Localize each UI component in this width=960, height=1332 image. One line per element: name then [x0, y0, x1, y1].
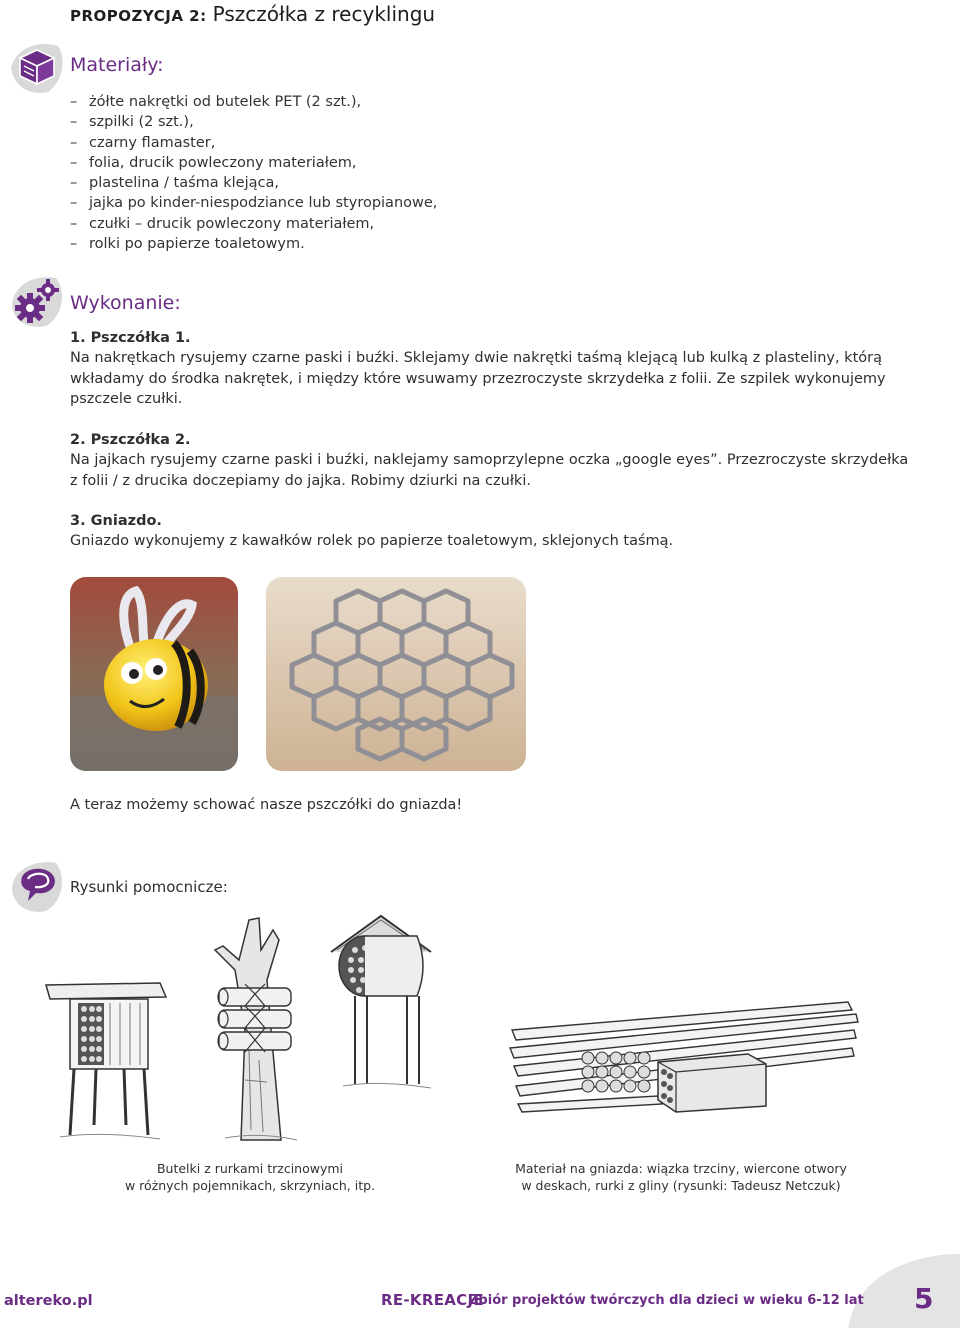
step-1-heading: 1. Pszczółka 1. — [70, 330, 191, 346]
closing-text: A teraz możemy schować nasze pszczółki do gniazda! — [70, 797, 463, 813]
round-nest-sketch — [325, 912, 437, 1092]
list-item: – folia, drucik powleczony materiałem, — [70, 154, 357, 171]
list-item: – czułki – drucik powleczony materiałem, — [70, 215, 375, 232]
list-item: – jajka po kinder-niespodziance lub styropianowe, — [70, 195, 438, 212]
step-2-text: Na jajkach rysujemy czarne paski i buźki, naklejamy samoprzylepne oczka „google eyes”. Przezroczyste skrzydełka z folii / z drucika doczepiamy do jajka. Robimy dziurki na czułki. — [70, 452, 909, 489]
page-header — [70, 2, 435, 26]
step-3-text: Gniazdo wykonujemy z kawałków rolek po papierze toaletowym, sklejonych taśmą. — [70, 533, 674, 549]
helper-title: Rysunki pomocnicze: — [70, 878, 228, 896]
nest-photo — [266, 577, 526, 771]
execution-title: Wykonanie: — [70, 292, 181, 314]
list-item: – plastelina / taśma klejąca, — [70, 175, 279, 192]
caption-left: Butelki z rurkami trzcinowymi w różnych pojemnikach, skrzyniach, itp. — [124, 1161, 376, 1193]
page-number: 5 — [914, 1282, 934, 1315]
list-item: – rolki po papierze toaletowym. — [70, 236, 305, 253]
gears-icon — [8, 272, 66, 330]
step-3-heading: 3. Gniazdo. — [70, 513, 162, 529]
caption-right: Materiał na gniazda: wiązka trzciny, wiercone otwory w deskach, rurki z gliny (rysunki: Tadeusz Netczuk) — [515, 1161, 847, 1193]
list-item: – szpilki (2 szt.), — [70, 114, 194, 131]
step-1-text: Na nakrętkach rysujemy czarne paski i buźki. Sklejamy dwie nakrętki taśmą klejącą lub kulką z plasteliny, którą wkładamy do środka nakrętek, i między które wsuwamy przezroczyste skrzydełka z folii. Ze szpilek wykonujemy pszczele czułki. — [70, 350, 886, 407]
list-item: – żółte nakrętki od butelek PET (2 szt.), — [70, 94, 362, 110]
step-2-heading: 2. Pszczółka 2. — [70, 432, 191, 448]
insect-house-sketch — [40, 975, 170, 1145]
list-item: – czarny flamaster, — [70, 134, 216, 151]
footer-description: Zbiór projektów twórczych dla dzieci w wieku 6-12 lat — [469, 1293, 864, 1308]
footer-decoration — [840, 1250, 960, 1328]
materials-title: Materiały: — [70, 54, 164, 76]
box-icon — [8, 38, 66, 96]
tree-stump-sketch — [205, 910, 310, 1142]
reeds-bundle-sketch — [508, 1000, 860, 1130]
speech-bubble-icon — [8, 857, 66, 915]
materials-list — [70, 92, 437, 254]
proposal-label: PROPOZYCJA 2: — [70, 7, 207, 25]
footer-site-link[interactable]: altereko.pl — [4, 1293, 93, 1309]
footer-brand: RE-KREACJE — [381, 1291, 484, 1309]
bee-photo — [70, 577, 238, 771]
proposal-title: Pszczółka z recyklingu — [212, 2, 436, 26]
